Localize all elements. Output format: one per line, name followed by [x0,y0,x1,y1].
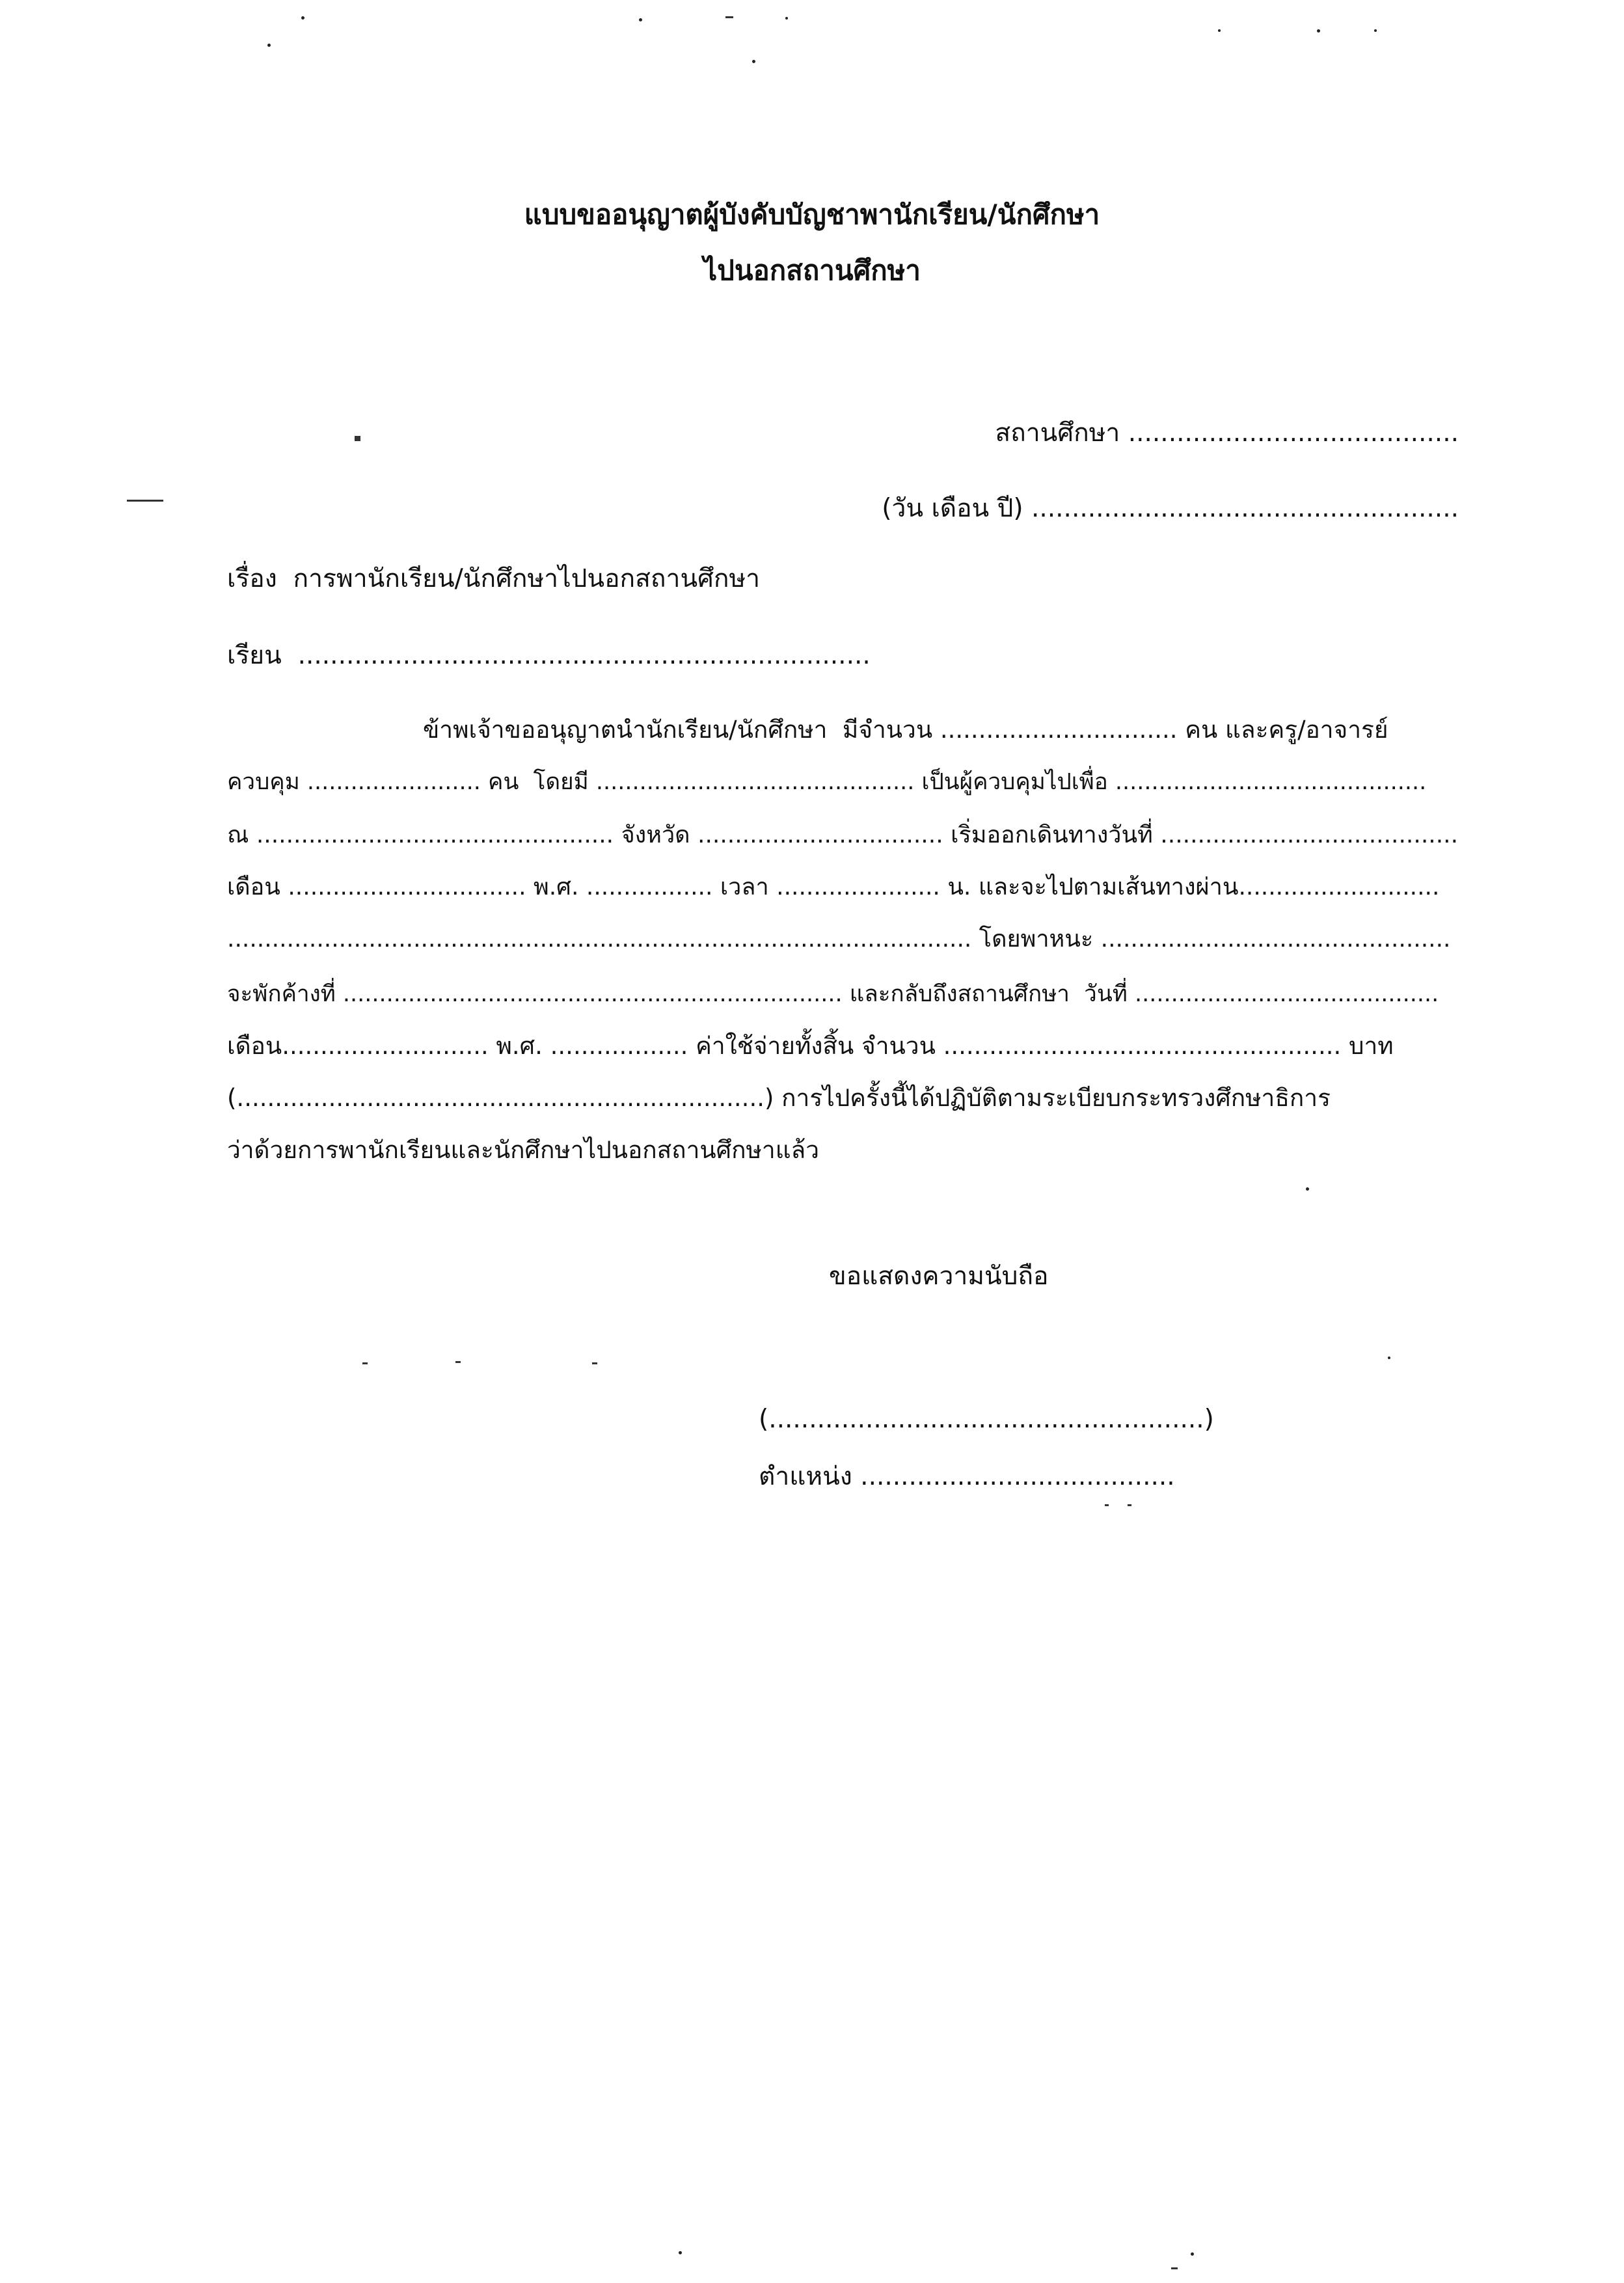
body-row-7: เดือน........................... พ.ศ. .................. ค่าใช้จ่ายทั้งสิ้น จำนวน .................................................... บาท [227,1032,1394,1060]
signature-name-line: (......................................................) [759,1405,1214,1434]
scan-speck [752,60,755,63]
scan-speck [1317,29,1320,33]
signature-position-line: ตำแหน่ง ....................................... [759,1462,1175,1491]
scan-speck [301,16,304,20]
scan-speck [1218,29,1221,32]
form-title-line-2: ไปนอกสถานศึกษา [703,254,921,286]
scan-speck [1374,29,1377,32]
body-row-9: ว่าด้วยการพานักเรียนและนักศึกษาไปนอกสถานศึกษาแล้ว [227,1136,820,1164]
scan-speck [267,44,271,47]
scan-speck [592,1362,597,1364]
body-row-4: เดือน ................................ พ.ศ. ................. เวลา ...................... น. และจะไปตามเส้นทางผ่าน........................... [227,874,1440,900]
body-row-8: (.....................................................................) การไปครั้งนี้ได้ปฏิบัติตามระเบียบกระทรวงศึกษาธิการ [227,1084,1331,1112]
subject-line: เรื่อง การพานักเรียน/นักศึกษาไปนอกสถานศึกษา [227,564,761,593]
scan-speck [1306,1187,1309,1191]
body-row-3: ณ ................................................ จังหวัด ................................. เริ่มออกเดินทางวันที่ ........................................ [227,822,1459,848]
scan-speck [355,436,360,441]
scan-speck [1171,2267,1178,2269]
body-row-5: .................................................................................................... โดยพาหนะ ............................................... [227,926,1451,952]
addressee-line: เรียน ....................................................................... [227,641,871,670]
scan-speck [1388,1357,1390,1359]
institution-field: สถานศึกษา ......................................... [995,418,1459,448]
scan-speck [362,1362,368,1364]
scan-speck [127,500,163,502]
scan-speck [1128,1504,1131,1506]
date-field: (วัน เดือน ปี) ..................................................... [882,494,1459,523]
body-row-2: ควบคุม ........................ คน โดยมี ............................................ เป็นผู้ควบคุมไปเพื่อ ........................................... [227,769,1427,795]
form-title-line-1: แบบขออนุญาตผู้บังคับบัญชาพานักเรียน/นักศึกษา [524,198,1100,230]
body-row-6: จะพักค้างที่ ..................................................................... และกลับถึงสถานศึกษา วันที่ .......................................... [227,981,1439,1007]
body-row-1: ข้าพเจ้าขออนุญาตนำนักเรียน/นักศึกษา มีจำนวน ............................... คน และครู/อาจารย์ [423,716,1388,744]
scan-speck [1191,2252,1194,2256]
scan-speck [725,16,733,18]
scan-speck [1105,1504,1109,1506]
scan-speck [785,17,788,20]
scan-speck [679,2251,682,2254]
scan-speck [639,18,642,21]
closing-line: ขอแสดงความนับถือ [829,1262,1049,1291]
scan-speck [455,1361,461,1363]
